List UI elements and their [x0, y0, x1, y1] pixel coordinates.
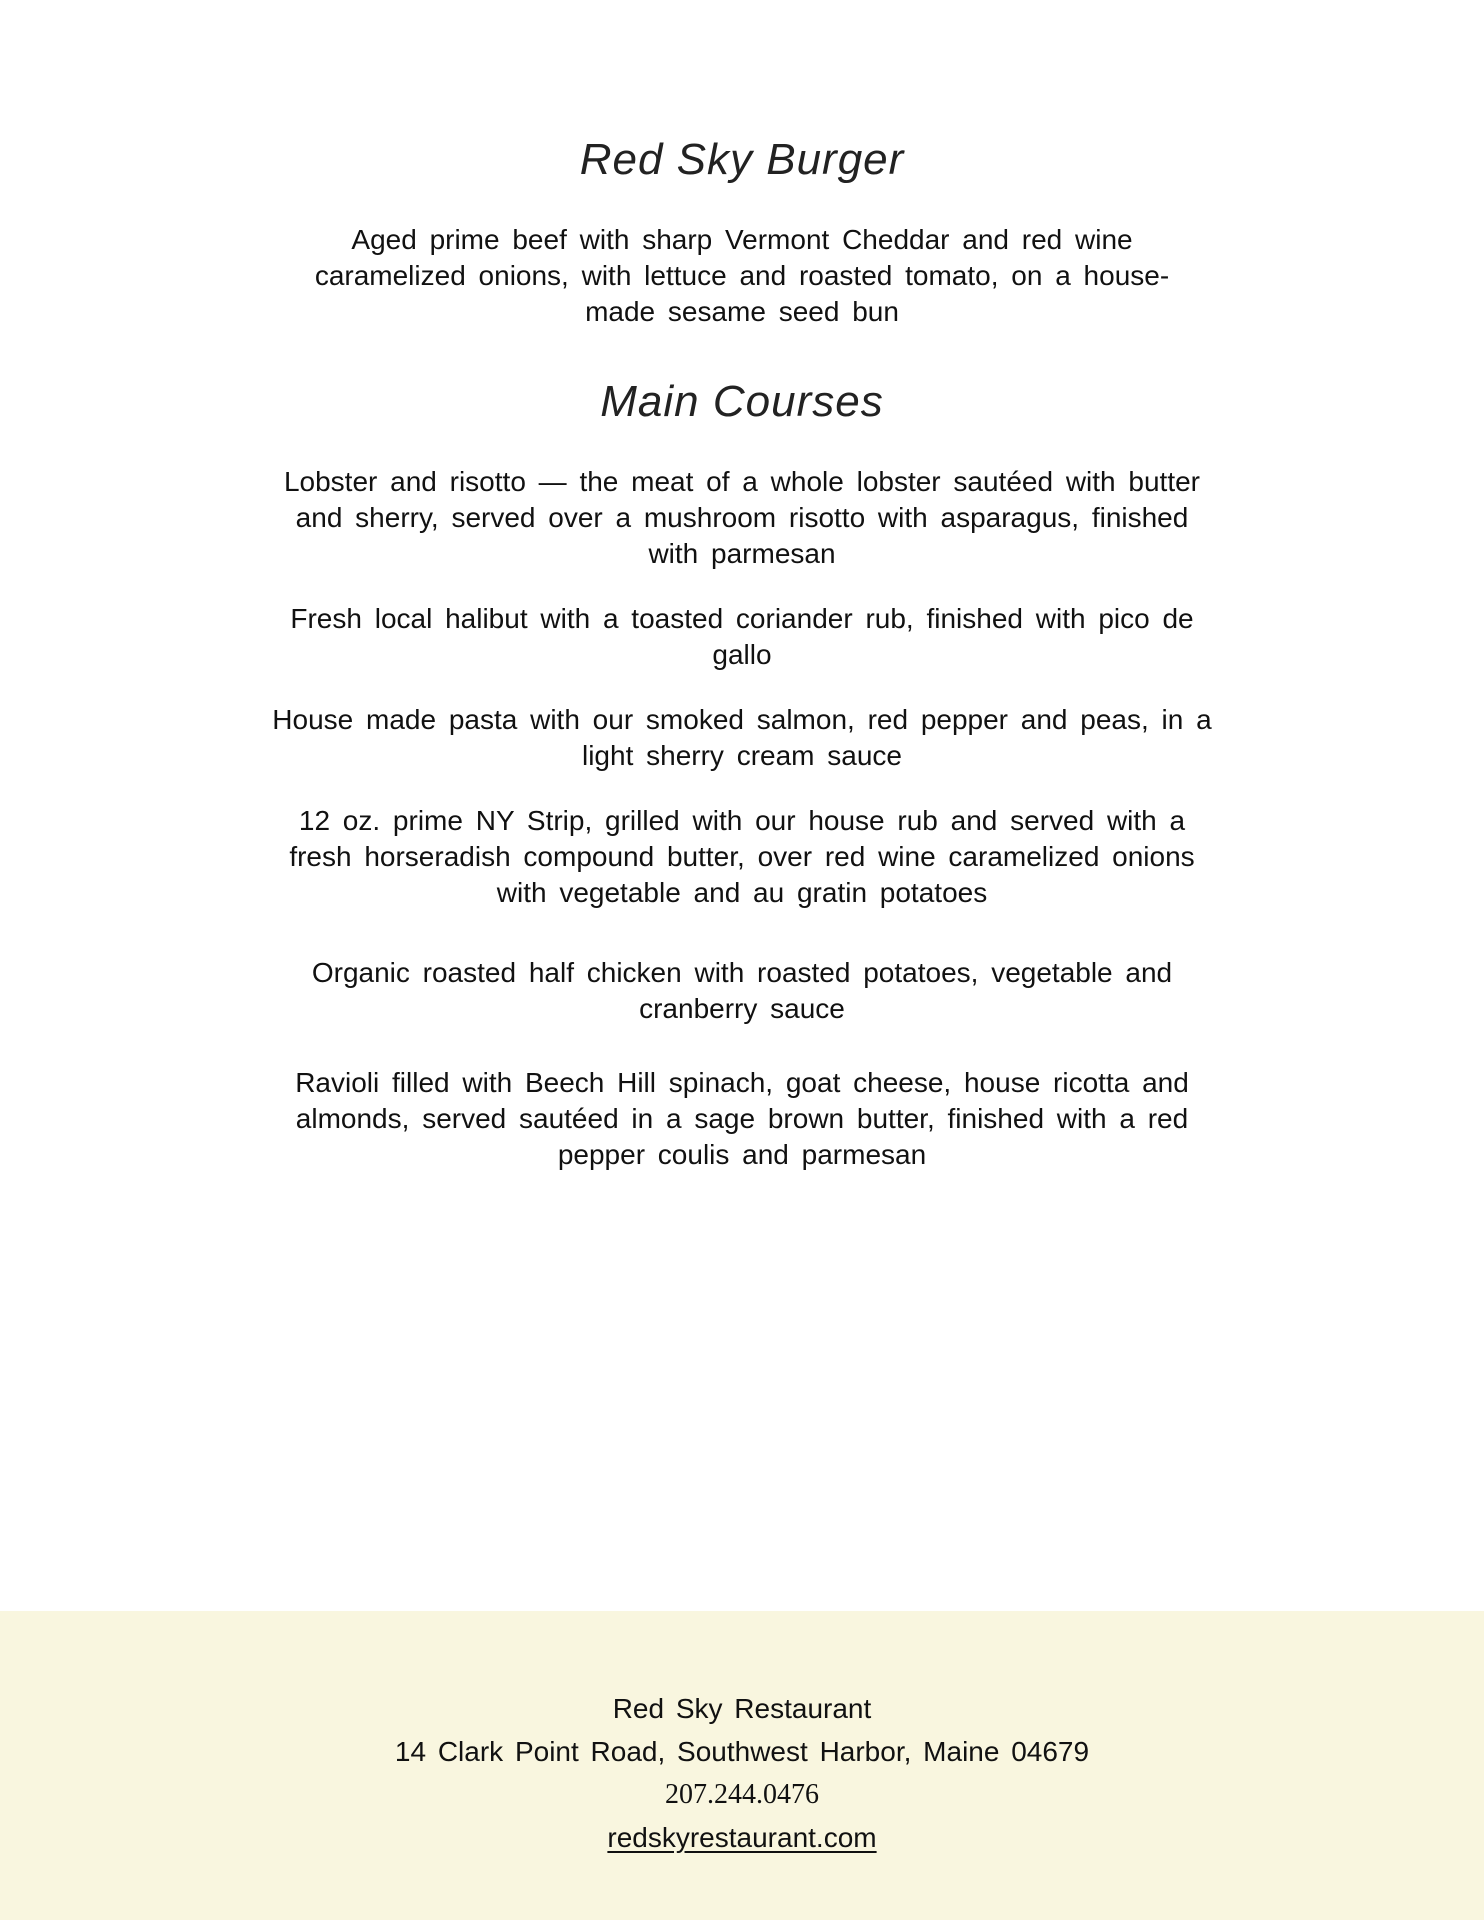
menu-content: [262, 128, 1222, 1202]
restaurant-footer: [0, 1611, 1484, 1920]
dish-halibut: Fresh local halibut with a toasted coriander rub, finished with pico de gallo: [290, 603, 1194, 670]
burger-description: Aged prime beef with sharp Vermont Cheddar and red wine caramelized onions, with lettuce and roasted tomato, on a house-made sesame seed bun: [314, 224, 1170, 327]
restaurant-name: Red Sky Restaurant: [612, 1693, 872, 1724]
restaurant-phone: 207.244.0476: [665, 1779, 819, 1810]
dish-roasted-chicken: Organic roasted half chicken with roasted potatoes, vegetable and cranberry sauce: [311, 957, 1173, 1024]
restaurant-website-link[interactable]: redskyrestaurant.com: [607, 1822, 877, 1853]
dish-lobster-risotto: Lobster and risotto — the meat of a whole lobster sautéed with butter and sherry, served over a mushroom risotto with asparagus, finished with parmesan: [283, 466, 1201, 569]
dish-smoked-salmon-pasta: House made pasta with our smoked salmon, red pepper and peas, in a light sherry cream sauce: [272, 704, 1212, 771]
dish-ny-strip: 12 oz. prime NY Strip, grilled with our house rub and served with a fresh horseradish compound butter, over red wine caramelized onions with vegetable and au gratin potatoes: [289, 805, 1195, 908]
burger-section-title: Red Sky Burger: [579, 135, 905, 184]
restaurant-address: 14 Clark Point Road, Southwest Harbor, Maine 04679: [394, 1736, 1090, 1767]
dish-ravioli: Ravioli filled with Beech Hill spinach, goat cheese, house ricotta and almonds, served sautéed in a sage brown butter, finished with a red pepper coulis and parmesan: [295, 1067, 1189, 1170]
main-courses-title: Main Courses: [600, 377, 884, 426]
